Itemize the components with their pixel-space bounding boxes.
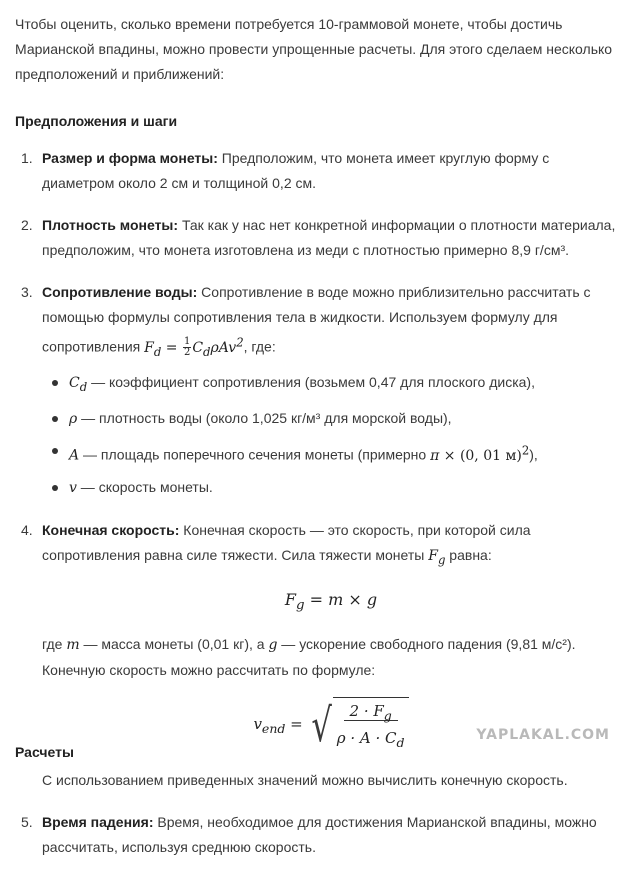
watermark: YAPLAKAL.COM [476, 727, 610, 743]
step-title: Конечная скорость: [42, 521, 180, 538]
var-symbol: $C_d$ [69, 375, 88, 395]
step-text: Так как у нас нет конкретной информации о плотности материала, предположим, что монета изготовлена из меди с плотностью примерно 8,9 г/см³. [42, 217, 616, 258]
variables-list [42, 370, 620, 500]
list-item [42, 406, 620, 432]
drag-formula: $F_d$ = $\frac{1}{2}$ $C_d\rho Av^2$ [144, 335, 244, 359]
var-symbol: ρ [69, 411, 78, 428]
intro-paragraph: Чтобы оценить, сколько времени потребуется 10-граммовой монете, чтобы достичь Марианской впадины, можно провести упрощенные расчеты. Для этого сделаем несколько предположений и приближений: [15, 16, 613, 82]
step-text: Предположим, что монета имеет круглую форму с диаметром около 2 см и толщиной 0,2 см. [42, 150, 550, 191]
terminal-velocity-formula: $v_{end}$ = √ $\frac{2 \cdot F_g}{\rho \cdot A \cdot C_d}$ [42, 697, 620, 754]
var-desc: — площадь поперечного сечения монеты (примерно [79, 446, 431, 463]
var-desc: — коэффициент сопротивления (возьмем 0,47 для плоского диска), [87, 374, 535, 391]
var-symbol: A [69, 447, 80, 464]
step-text: Время, необходимое для достижения Марианской впадины, можно рассчитать, используя среднюю скорость. [42, 813, 597, 855]
step-2 [15, 213, 620, 263]
section-title: Предположения и шаги [15, 113, 178, 129]
step-text-end: , где: [243, 338, 276, 355]
step-text: Сопротивление в воде можно приблизительно рассчитать с помощью формулы сопротивления тела в жидкости. Используем формулу для сопротивления [42, 284, 591, 355]
step-title: Размер и форма монеты: [42, 150, 218, 166]
step-number: 5. [21, 813, 33, 830]
var-desc: — скорость монеты. [76, 478, 213, 495]
step-number: 4. [21, 521, 33, 538]
step-1 [15, 146, 620, 196]
step-number: 2. [21, 217, 33, 233]
step-title: Время падения: [42, 813, 154, 830]
conclusion: С использованием приведенных значений можно вычислить конечную скорость. [42, 771, 568, 788]
section-title-calculations: Расчеты [15, 744, 74, 760]
step-5 [15, 810, 620, 860]
step-number: 1. [21, 150, 33, 166]
article [15, 12, 620, 877]
list-item [42, 370, 620, 400]
var-desc: — плотность воды (около 1,025 кг/м³ для морской воды), [77, 410, 452, 427]
step-text: Конечная скорость — это скорость, при которой сила сопротивления равна силе тяжести. Сила тяжести монеты [42, 521, 531, 563]
formula-intro: Конечную скорость можно рассчитать по формуле: [42, 661, 376, 678]
gravity-formula: $F_g = m \times g$ [284, 589, 378, 613]
var-symbol: v [69, 479, 77, 496]
area-formula: π × (0, 01 м)$^2$ [430, 443, 530, 464]
step-3 [15, 280, 620, 501]
step-title: Плотность монеты: [42, 217, 179, 233]
gravity-explanation: где m — масса монеты (0,01 кг), а g — ускорение свободного падения (9,81 м/с²). [42, 635, 576, 653]
step-4: 4. Конечная скорость: Конечная скорость — это скорость, при которой сила сопротивления равна силе тяжести. Сила тяжести монеты $F_g$ равна: $F_g = m \times g$ где m — масса монеты (0,01 кг), а g — ускорение свободного падения (9,81 м/с²). Конечную скорость можно рассчитать по формуле: $v_{end}$ = √ $\frac{2 \cdot F_g}{\rho \cdot A \cdot C_d}$ С использованием приведенных значений можно вычислить конечную скорость. [15, 518, 620, 793]
steps-list [15, 146, 620, 860]
list-item: A — площадь поперечного сечения монеты (примерно π × (0, 01 м)$^2$), [42, 438, 620, 469]
step-title: Сопротивление воды: [42, 284, 198, 300]
step-number: 3. [21, 284, 33, 300]
list-item [42, 475, 620, 501]
